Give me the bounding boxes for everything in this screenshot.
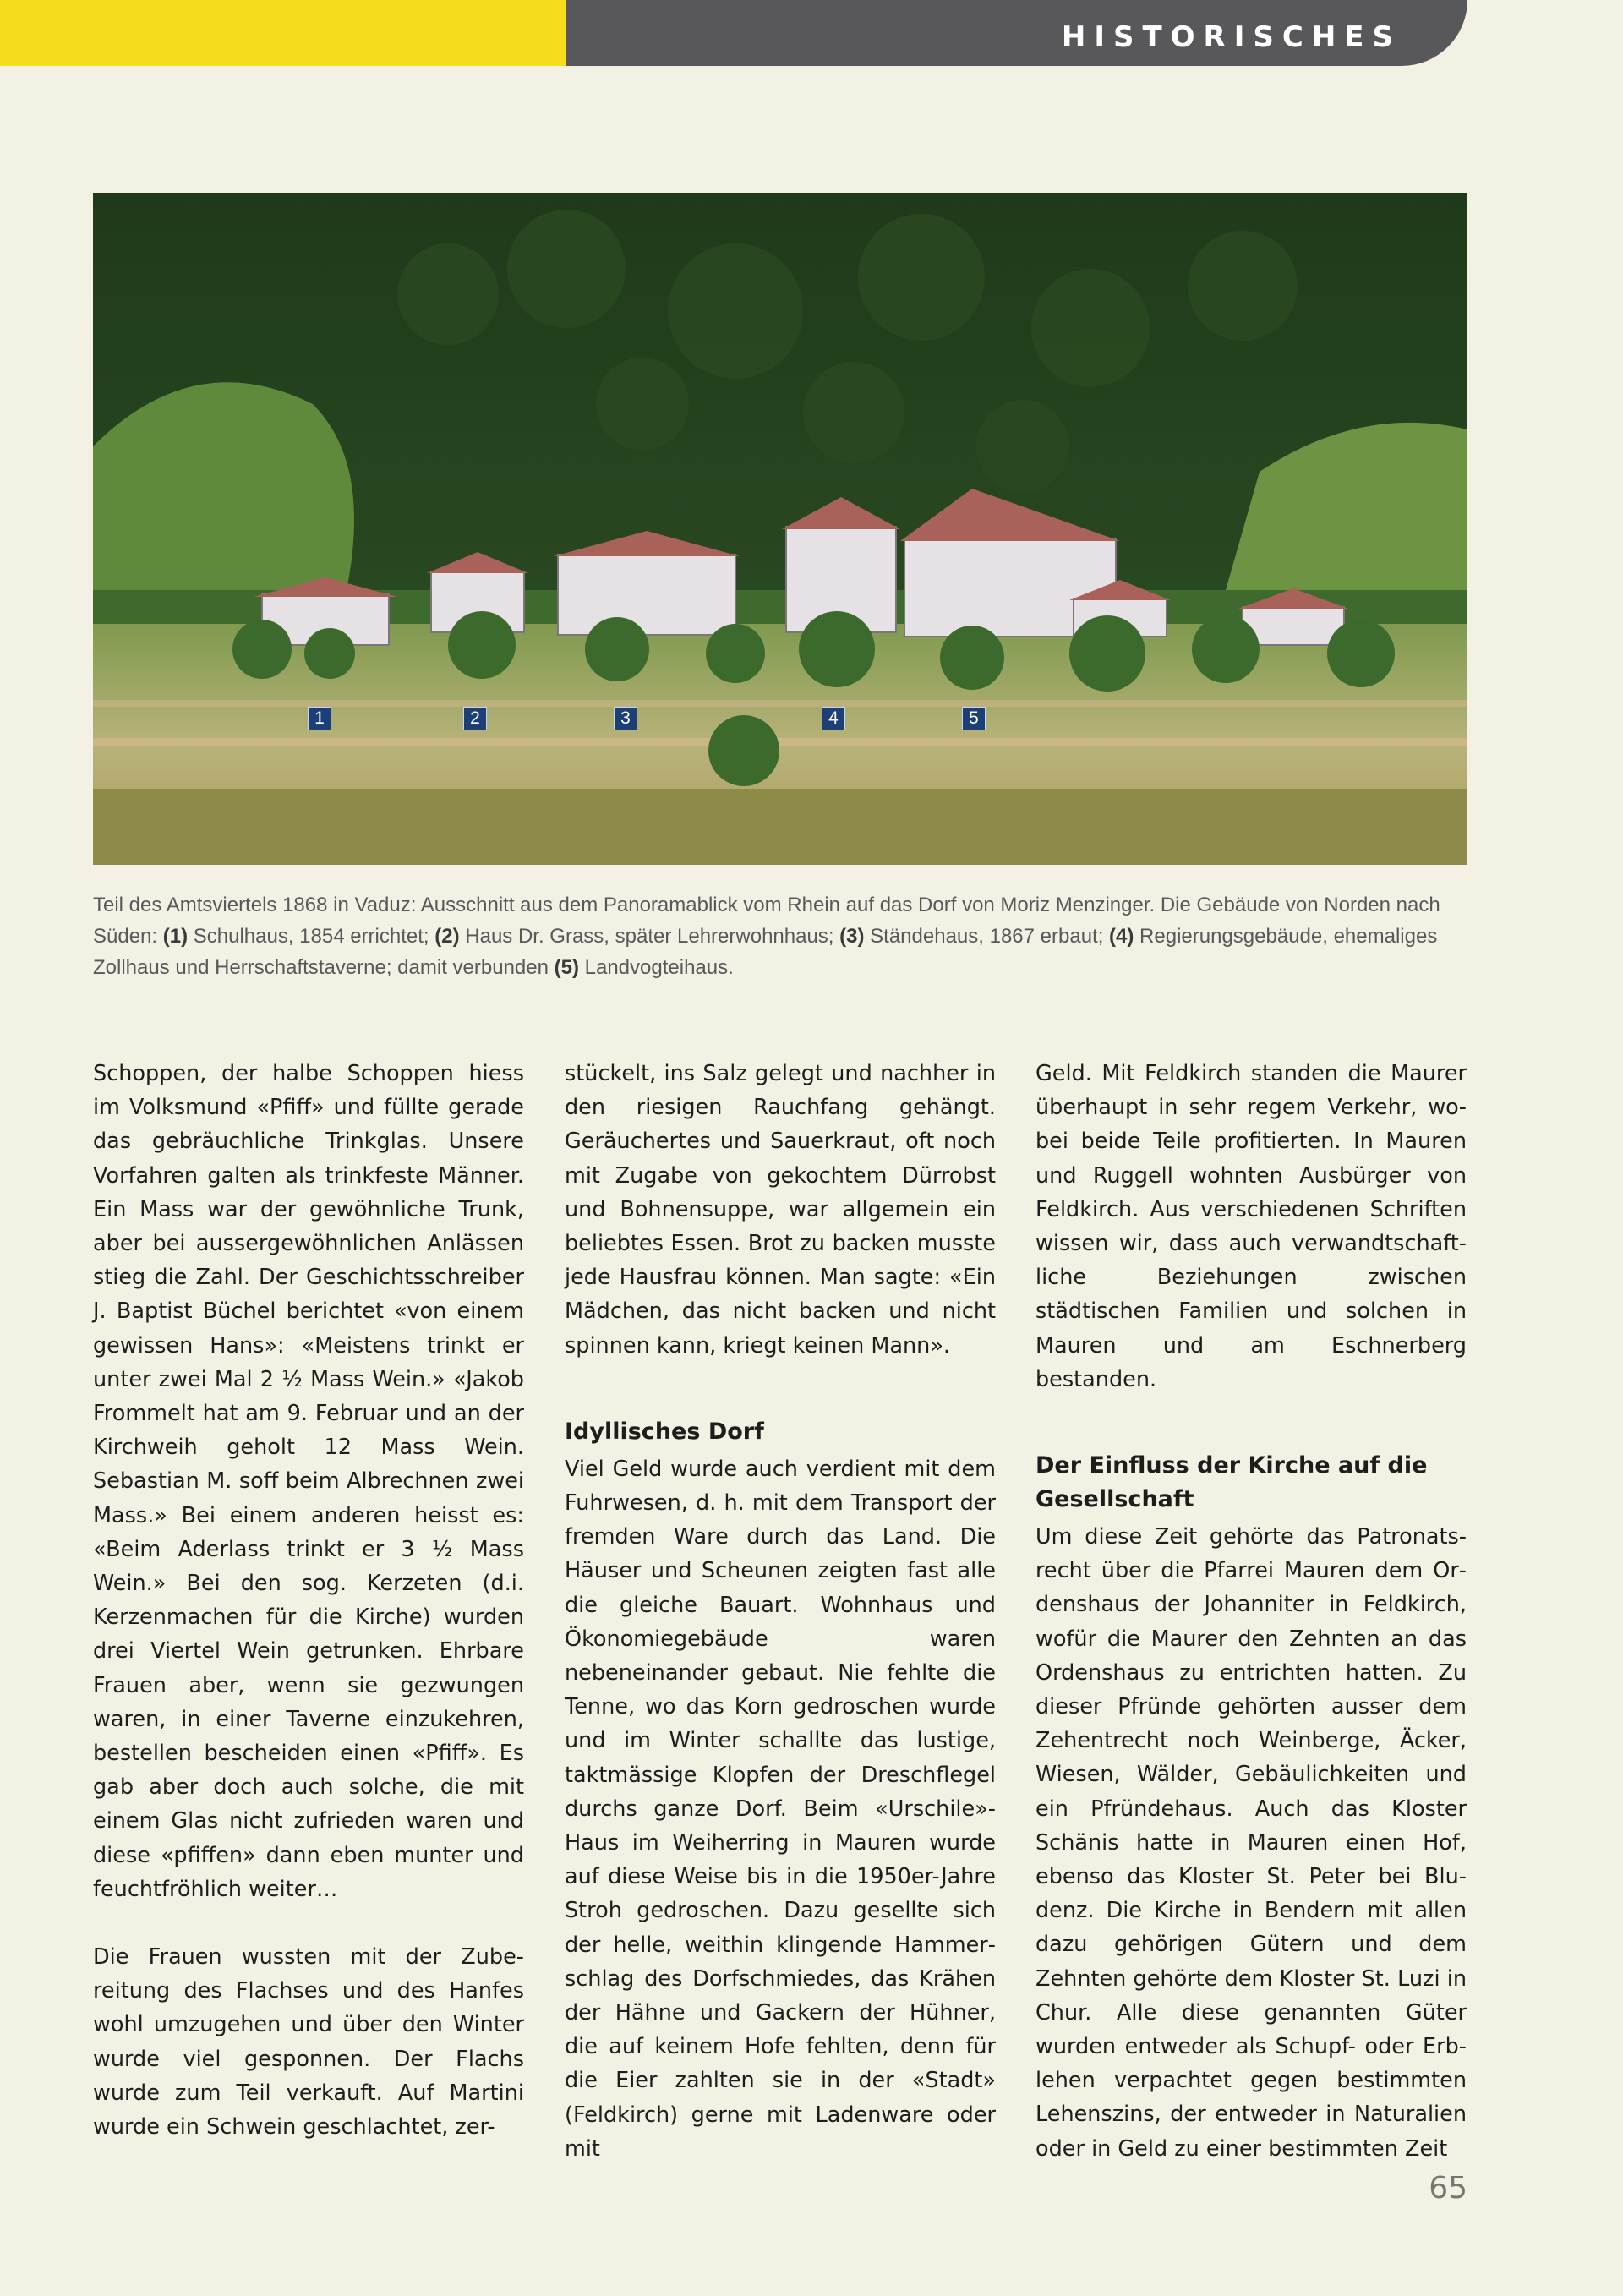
caption-text: Regierungsgebäude, ehemaliges Zollhaus und Herrschaftstaverne; damit verbunden [93, 925, 1438, 979]
paragraph: Die Frauen wussten mit der Zubereitung des Flachses und des Hanfes wohl umzugehen und über den Winter wurde viel gesponnen. Der Flachs wurde zum Teil verkauft. Auf Martini wurde ein Schwein geschlachtet, zer- [93, 1944, 524, 2140]
figure-caption [93, 889, 1467, 983]
caption-number: (3) [839, 925, 865, 948]
building-marker-5: 5 [962, 707, 986, 730]
text-column-3 [1036, 1057, 1467, 2166]
caption-text: Haus Dr. Grass, später Lehrerwohnhaus; [459, 925, 840, 948]
section-title: HISTORISCHES [1061, 20, 1402, 54]
page-number: 65 [1429, 2171, 1467, 2206]
text-column-2 [565, 1057, 996, 2166]
paragraph: Schoppen, der halbe Schoppen hiess im Volksmund «Pfiff» und füllte gerade das gebräuchliche Trinkglas. Unsere Vorfahren galten als trinkfeste Männer. Ein Mass war der gewöhnliche Trunk, aber bei aussergewöhnlichen Anlässen stieg die Zahl. Der Geschichtsschreiber J. Baptist Büchel berichtet «von einem gewissen Hans»: «Meistens trinkt er unter zwei Mal 2 ½ Mass Wein.» «Jakob Frommelt hat am 9. Februar und an der Kirchweih geholt 12 Mass Wein. Sebastian M. soff beim Albrechnen zwei Mass.» Bei einem anderen heisst es: «Beim Aderlass trinkt er 3 ½ Mass Wein.» Bei den sog. Kerzeten (d.i. Kerzenmachen für die Kirche) wurden drei Viertel Wein getrunken. Ehrbare Frauen aber, wenn sie gezwungen waren, in einer Taverne einzukehren, bestellen bescheiden einen «Pfiff». Es gab aber doch auch solche, die mit einem Glas nicht zufrieden waren und diese «pfiffen» dann eben munter und feuchtfröhlich weiter… [93, 1061, 524, 1902]
caption-number: (1) [162, 925, 189, 948]
paragraph: Geld. Mit Feldkirch standen die Maurer überhaupt in sehr regem Verkehr, wobei beide Teile profitierten. In Mauren und Ruggell wohnten Ausbürger von Feldkirch. Aus verschiedenen Schriften wissen wir, dass auch verwandtschaftliche Beziehungen zwischen städtischen Familien und solchen in Mauren und am Eschnerberg bestanden. [1036, 1061, 1467, 1392]
panorama-illustration [93, 193, 1467, 865]
building-marker-3: 3 [614, 707, 637, 730]
header-accent-bar [0, 0, 566, 66]
caption-number: (4) [1109, 925, 1134, 948]
caption-number: (2) [434, 925, 460, 948]
caption-text: Teil des Amtsviertels 1868 in Vaduz: Ausschnitt aus dem Panoramablick vom Rhein auf das Dorf von Moriz Menzinger. Die Gebäude von Norden nach Süden: [93, 894, 1440, 948]
section-heading: Der Einfluss der Kirche auf die Gesellschaft [1036, 1452, 1428, 1513]
caption-number: (5) [554, 956, 579, 979]
paragraph: stückelt, ins Salz gelegt und nachher in den riesigen Rauchfang gehängt. Geräuchertes und Sauerkraut, oft noch mit Zugabe von gekochtem Dürrobst und Bohnensuppe, war allgemein ein beliebtes Essen. Brot zu backen musste jede Hausfrau können. Man sagte: «Ein Mädchen, das nicht backen und nicht spinnen kann, kriegt keinen Mann». [565, 1061, 996, 1358]
building-marker-2: 2 [463, 707, 487, 730]
paragraph: Viel Geld wurde auch verdient mit dem Fuhrwesen, d. h. mit dem Transport der fremden Ware durch das Land. Die Häuser und Scheunen zeigten fast alle die gleiche Bauart. Wohnhaus und Ökonomiegebäude waren nebeneinander gebaut. Nie fehlte die Tenne, wo das Korn gedroschen wurde und im Winter schallte das lustige, taktmässige Klopfen der Dreschflegel durchs ganze Dorf. Beim «Urschile»-Haus im Weiherring in Mauren wurde auf diese Weise bis in die 1950er-Jahre Stroh gedroschen. Dazu gesellte sich der helle, weithin klingende Hammerschlag des Dorfschmiedes, das Krähen der Hähne und Gackern der Hühner, die auf keinem Hofe fehlten, denn für die Eier zahlten sie in der «Stadt» (Feldkirch) gerne mit Ladenware oder mit [565, 1456, 996, 2162]
panorama-painting [93, 193, 1467, 865]
caption-text: Ständehaus, 1867 erbaut; [864, 925, 1110, 948]
caption-text: Landvogteihaus. [578, 956, 734, 979]
text-column-1 [93, 1057, 524, 2144]
building-marker-4: 4 [822, 707, 845, 730]
paragraph: Um diese Zeit gehörte das Patronatsrecht über die Pfarrei Mauren dem Ordenshaus der Johanniter in Feldkirch, wofür die Maurer den Zehnten an das Ordenshaus zu entrichten hatten. Zu dieser Pfründe gehörten ausser dem Zehentrecht noch Weinberge, Äcker, Wiesen, Wälder, Gebäulichkeiten und ein Pfründehaus. Auch das Kloster Schänis hatte in Mauren einen Hof, ebenso das Kloster St. Peter bei Bludenz. Die Kirche in Bendern mit allen dazu gehörigen Gütern und dem Zehnten gehörte dem Kloster St. Luzi in Chur. Alle diese genannten Güter wurden entweder als Schupf- oder Erblehen verpachtet gegen bestimmten Lehenszins, der entweder in Naturalien oder in Geld zu einer bestimmten Zeit [1036, 1524, 1467, 2162]
caption-text: Schulhaus, 1854 errichtet; [188, 925, 435, 948]
building-marker-1: 1 [308, 707, 331, 730]
section-heading: Idyllisches Dorf [565, 1418, 764, 1445]
section-header-tab [566, 0, 1467, 66]
